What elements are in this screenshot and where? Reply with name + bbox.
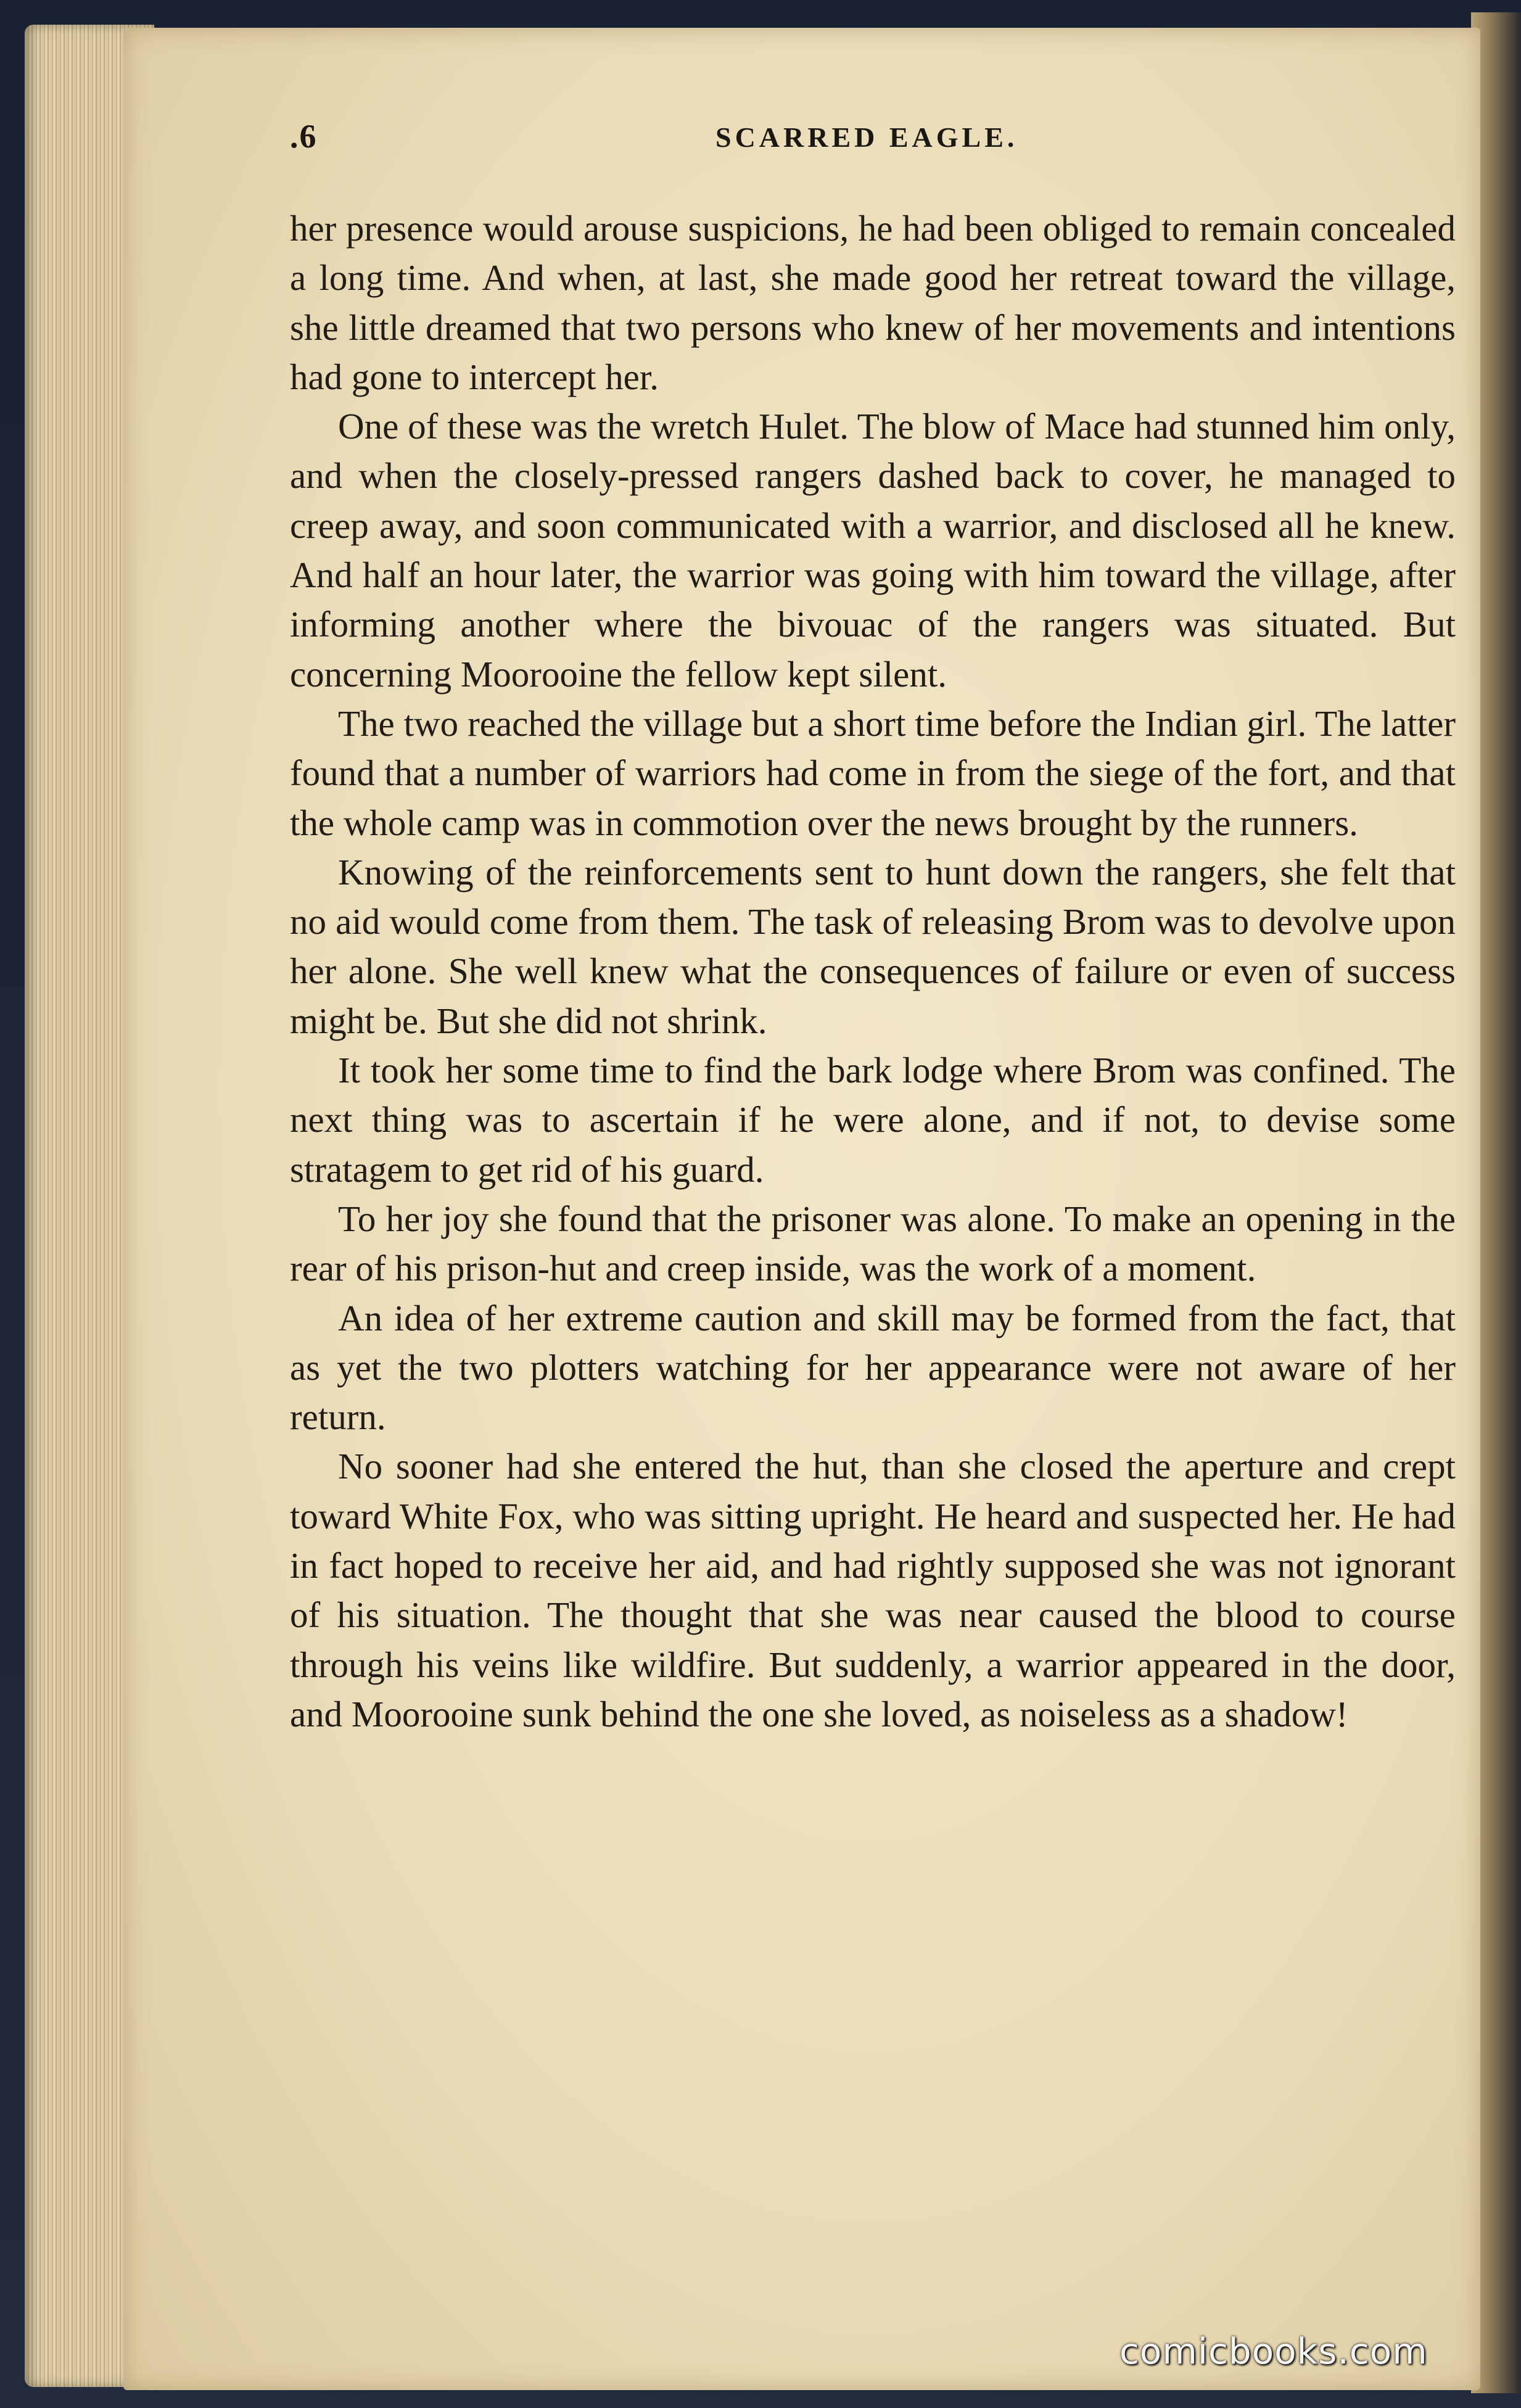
watermark: comicbooks.com xyxy=(1119,2330,1428,2372)
page-header xyxy=(290,117,1462,167)
paragraph: Knowing of the reinforcements sent to hunt down the rangers, she felt that no aid would come from them. The task of releasing Brom was to devolve upon her alone. She well knew what the consequences of failure or even of success might be. But she did not shrink. xyxy=(290,851,1456,1041)
paragraph: her presence would arouse suspicions, he had been obliged to remain concealed a long time. And when, at last, she made good her retreat toward the village, she little dreamed that two persons who knew of her movements and intentions had gone to intercept her. xyxy=(290,208,1456,397)
paragraph: To her joy she found that the prisoner was alone. To make an opening in the rear of his prison-hut and creep inside, was the work of a moment. xyxy=(290,1198,1456,1289)
paragraph: The two reached the village but a short time before the Indian girl. The latter found that a number of warriors had come in from the siege of the fort, and that the whole camp was in commotion over the news brought by the runners. xyxy=(290,703,1456,843)
body-text xyxy=(290,204,1456,1739)
page-number: .6 xyxy=(290,118,318,155)
paragraph: One of these was the wretch Hulet. The blow of Mace had stunned him only, and when the closely-pressed rangers dashed back to cover, he managed to creep away, and soon communicated with a warrior, and disclosed all he knew. And half an hour later, the warrior was going with him toward the village, after informing another where the bivouac of the rangers was situated. But concerning Moorooine the fellow kept silent. xyxy=(290,406,1456,695)
paragraph: It took her some time to find the bark lodge where Brom was confined. The next thing was to ascertain if he were alone, and if not, to devise some stratagem to get rid of his guard. xyxy=(290,1050,1456,1190)
running-title: SCARRED EAGLE. xyxy=(715,122,1018,153)
paragraph: An idea of her extreme caution and skill may be formed from the fact, that as yet the two plotters watching for her appearance were not aware of her return. xyxy=(290,1297,1456,1438)
paragraph: No sooner had she entered the hut, than she closed the aperture and crept toward White Fox, who was sitting upright. He heard and suspected her. He had in fact hoped to receive her aid, and had rightly supposed she was not ignorant of his situation. The thought that she was near caused the blood to course through his veins like wildfire. But suddenly, a warrior appeared in the door, and Moorooine sunk behind the one she loved, as noiseless as a shadow! xyxy=(290,1446,1456,1734)
